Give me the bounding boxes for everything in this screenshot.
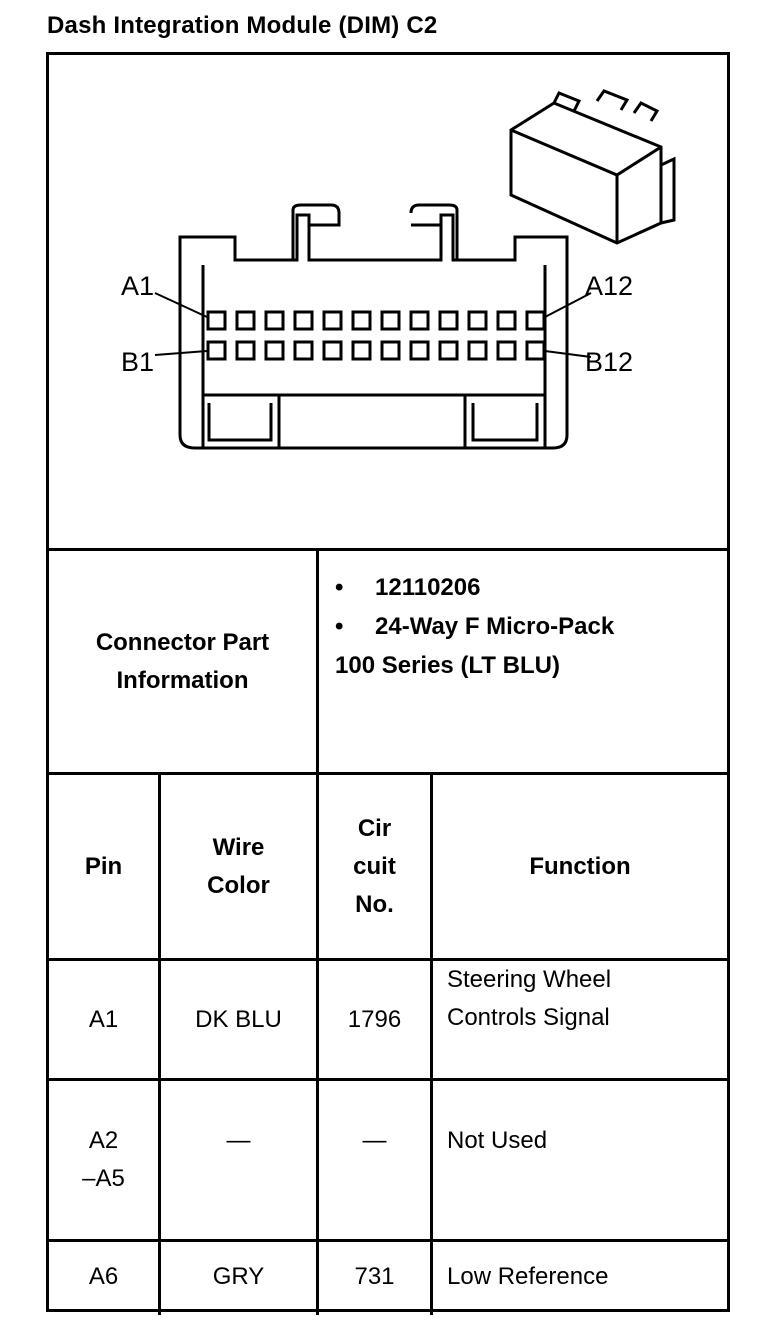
pin-label-a1: A1 [121, 271, 155, 301]
pin-cavities [208, 312, 544, 359]
table-row-function [433, 961, 727, 1078]
connector-3d-sketch [511, 91, 674, 243]
header-function: Function [529, 852, 631, 880]
connector-info-label [49, 551, 316, 772]
connector-diagram [49, 55, 727, 548]
header-line: Color [207, 871, 270, 899]
table-row-wire-color: DK BLU [195, 1005, 282, 1033]
table-row-wire-color: GRY [212, 1263, 265, 1290]
connector-info-details [335, 568, 614, 685]
pin-label-a12: A12 [585, 271, 634, 301]
table-row-circuit: — [362, 1127, 387, 1154]
pin-label-b1: B1 [121, 347, 155, 377]
connector-info-label-line: Information [116, 666, 249, 694]
header-pin: Pin [84, 852, 123, 880]
header-line: Wire [212, 833, 265, 861]
connector-info-label-line: Connector Part [95, 628, 270, 656]
document-title: Dash Integration Module (DIM) C2 [47, 12, 438, 39]
table-row-function: Low Reference [447, 1263, 609, 1290]
part-number: 12110206 [375, 574, 481, 601]
header-line: cuit [353, 852, 396, 880]
connector-description: 24-Way F Micro-Pack [375, 613, 615, 640]
table-row-pin: A6 [88, 1263, 119, 1290]
function-line: Steering Wheel [447, 966, 612, 993]
table-row-pin [49, 1081, 158, 1239]
table-row-wire-color: — [226, 1127, 251, 1154]
bullet: • [335, 574, 344, 601]
function-line: Controls Signal [447, 1004, 610, 1031]
header-line: No. [355, 890, 394, 918]
pin-line: A2 [88, 1127, 119, 1154]
pin-line: –A5 [82, 1165, 125, 1192]
table-row-pin: A1 [88, 1005, 119, 1033]
bullet: • [335, 613, 344, 640]
table-row-function: Not Used [447, 1127, 548, 1154]
table-row-circuit: 1796 [347, 1005, 402, 1033]
connector-description-continued: 100 Series (LT BLU) [335, 652, 560, 679]
table-row-circuit: 731 [354, 1263, 395, 1290]
header-line: Cir [357, 814, 392, 842]
connector-table [46, 52, 730, 1312]
header-wire-color [161, 775, 316, 958]
pin-label-b12: B12 [585, 347, 634, 377]
header-circuit-number [319, 775, 430, 958]
